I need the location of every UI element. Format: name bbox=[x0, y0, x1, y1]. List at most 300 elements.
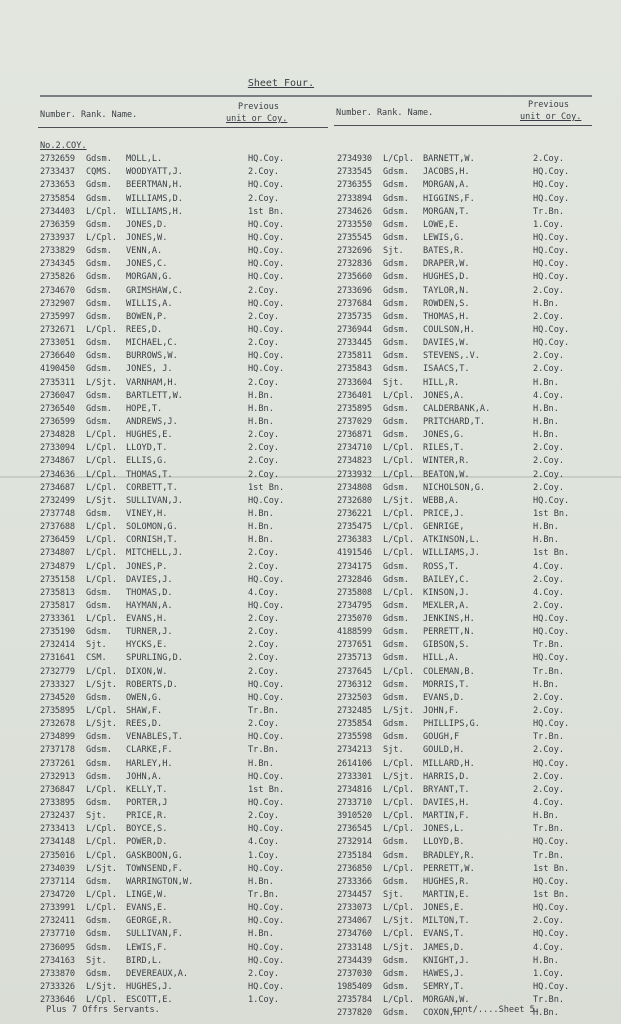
service-number: 2737710 bbox=[40, 929, 75, 940]
previous-unit: HQ.Coy. bbox=[248, 732, 285, 743]
rank: Gdsm. bbox=[383, 285, 409, 296]
rank: Gdsm. bbox=[383, 1008, 409, 1019]
soldier-name: LINGE,W. bbox=[126, 890, 168, 901]
rank: L/Cpl. bbox=[86, 522, 118, 533]
service-number: 2733710 bbox=[337, 798, 372, 809]
rank: L/Cpl. bbox=[383, 903, 415, 914]
rank: L/Cpl. bbox=[86, 232, 118, 243]
roster-row bbox=[40, 863, 330, 876]
service-number: 2733604 bbox=[337, 377, 372, 388]
roster-row bbox=[337, 902, 607, 915]
rank: Sjt. bbox=[86, 955, 107, 966]
sheet-title: Sheet Four. bbox=[247, 78, 315, 89]
service-number: 2732696 bbox=[337, 246, 372, 257]
previous-unit: H.Bn. bbox=[248, 758, 274, 769]
rank: L/Cpl. bbox=[86, 903, 118, 914]
rank: Gdsm. bbox=[86, 338, 112, 349]
soldier-name: ISAACS,T. bbox=[423, 364, 470, 375]
soldier-name: BRYANT,T. bbox=[423, 784, 470, 795]
roster-row bbox=[337, 836, 607, 849]
previous-unit: H.Bn. bbox=[248, 522, 274, 533]
service-number: 2733545 bbox=[337, 167, 372, 178]
service-number: 2734687 bbox=[40, 482, 75, 493]
soldier-name: THOMAS,H. bbox=[423, 311, 470, 322]
service-number: 2732414 bbox=[40, 640, 75, 651]
previous-unit: H.Bn. bbox=[533, 535, 559, 546]
footer-continuation: cont/....Sheet 5. bbox=[452, 1005, 540, 1015]
rank: L/Cpl. bbox=[383, 456, 415, 467]
soldier-name: JENKINS,H. bbox=[423, 614, 475, 625]
soldier-name: WEBB,A. bbox=[423, 495, 460, 506]
soldier-name: ROWDEN,S. bbox=[423, 298, 470, 309]
soldier-name: KNIGHT,J. bbox=[423, 955, 470, 966]
service-number: 2736401 bbox=[337, 390, 372, 401]
previous-unit: 2.Coy. bbox=[248, 193, 280, 204]
previous-unit: 2.Coy. bbox=[248, 548, 280, 559]
rank: Gdsm. bbox=[383, 180, 409, 191]
soldier-name: DRAPER,W. bbox=[423, 259, 470, 270]
soldier-name: COULSON,H. bbox=[423, 324, 475, 335]
rank: Gdsm. bbox=[383, 403, 409, 414]
roster-row bbox=[337, 731, 607, 744]
rank: Gdsm. bbox=[86, 403, 112, 414]
roster-row bbox=[337, 784, 607, 797]
previous-unit: 2.Coy. bbox=[533, 443, 565, 454]
service-number: 2734816 bbox=[337, 784, 372, 795]
previous-unit: 1st Bn. bbox=[533, 508, 570, 519]
roster-row bbox=[40, 666, 330, 679]
service-number: 2734828 bbox=[40, 430, 75, 441]
service-number: 2733937 bbox=[40, 232, 75, 243]
service-number: 2734720 bbox=[40, 890, 75, 901]
previous-unit: HQ.Coy. bbox=[533, 180, 570, 191]
service-number: 2734148 bbox=[40, 837, 75, 848]
roster-row bbox=[40, 889, 330, 902]
soldier-name: CALDERBANK,A. bbox=[423, 403, 491, 414]
rank: Sjt. bbox=[86, 640, 107, 651]
roster-row bbox=[337, 626, 607, 639]
soldier-name: GOUGH,F bbox=[423, 732, 460, 743]
service-number: 2736355 bbox=[337, 180, 372, 191]
rank: L/Cpl. bbox=[383, 758, 415, 769]
soldier-name: GASKBOON,G. bbox=[126, 850, 183, 861]
soldier-name: SEMRY,T. bbox=[423, 982, 465, 992]
soldier-name: MOLL,L. bbox=[126, 154, 163, 165]
soldier-name: COXON,H. bbox=[423, 1008, 465, 1019]
roster-row bbox=[337, 981, 607, 994]
rank: L/Cpl. bbox=[383, 666, 415, 677]
previous-unit: HQ.Coy. bbox=[533, 627, 570, 638]
roster-row bbox=[40, 718, 330, 731]
rank: L/Cpl. bbox=[86, 837, 118, 848]
previous-unit: HQ.Coy. bbox=[533, 272, 570, 283]
service-number: 2735713 bbox=[337, 653, 372, 664]
service-number: 2734520 bbox=[40, 692, 75, 703]
roster-row bbox=[40, 836, 330, 849]
roster-row bbox=[40, 928, 330, 941]
previous-unit: 4.Coy. bbox=[533, 798, 565, 809]
rank: Gdsm. bbox=[383, 206, 409, 217]
service-number: 2733696 bbox=[337, 285, 372, 296]
rank: L/Cpl. bbox=[383, 995, 415, 1006]
previous-unit: 1.Coy. bbox=[248, 995, 280, 1006]
roster-row bbox=[337, 350, 607, 363]
service-number: 2734823 bbox=[337, 456, 372, 467]
service-number: 2734175 bbox=[337, 561, 372, 572]
roster-row bbox=[40, 482, 330, 495]
roster-row bbox=[337, 271, 607, 284]
rank: Gdsm. bbox=[383, 955, 409, 966]
previous-unit: HQ.Coy. bbox=[533, 614, 570, 625]
rank: Gdsm. bbox=[86, 272, 112, 283]
previous-unit: H.Bn. bbox=[533, 1008, 559, 1019]
soldier-name: LOWE,E. bbox=[423, 219, 460, 230]
service-number: 2734807 bbox=[40, 548, 75, 559]
roster-row bbox=[40, 390, 330, 403]
roster-row bbox=[40, 416, 330, 429]
rank: Sjt. bbox=[383, 246, 404, 257]
rank: Gdsm. bbox=[86, 798, 112, 809]
service-number: 1985409 bbox=[337, 982, 372, 992]
roster-row bbox=[337, 771, 607, 784]
rank: Gdsm. bbox=[86, 180, 112, 191]
service-number: 4188599 bbox=[337, 627, 372, 638]
service-number: 2733326 bbox=[40, 982, 75, 992]
soldier-name: JOHN,F. bbox=[423, 706, 460, 717]
previous-unit: H.Bn. bbox=[248, 390, 274, 401]
roster-row bbox=[40, 311, 330, 324]
soldier-name: HARLEY,H. bbox=[126, 758, 173, 769]
rank: Gdsm. bbox=[86, 351, 112, 362]
roster-row bbox=[337, 942, 607, 955]
service-number: 2733932 bbox=[337, 469, 372, 480]
service-number: 2734039 bbox=[40, 863, 75, 874]
previous-unit: HQ.Coy. bbox=[533, 653, 570, 664]
rank: L/Cpl. bbox=[383, 784, 415, 795]
soldier-name: LLOYD,B. bbox=[423, 837, 465, 848]
rank: L/Cpl. bbox=[383, 811, 415, 822]
rank: Gdsm. bbox=[383, 324, 409, 335]
roster-row bbox=[337, 810, 607, 823]
previous-unit: 2.Coy. bbox=[248, 561, 280, 572]
previous-unit: H.Bn. bbox=[248, 876, 274, 887]
service-number: 2732914 bbox=[337, 837, 372, 848]
service-number: 2736221 bbox=[337, 508, 372, 519]
previous-unit: 2.Coy. bbox=[533, 692, 565, 703]
soldier-name: MORGAN,W. bbox=[423, 995, 470, 1006]
roster-row bbox=[40, 758, 330, 771]
roster-row bbox=[337, 403, 607, 416]
previous-unit: HQ.Coy. bbox=[248, 232, 285, 243]
rank: Gdsm. bbox=[383, 364, 409, 375]
service-number: 2735854 bbox=[40, 193, 75, 204]
service-number: 4191546 bbox=[337, 548, 372, 559]
soldier-name: VINEY,H. bbox=[126, 508, 168, 519]
rank: Sjt. bbox=[383, 745, 404, 756]
soldier-name: SULLIVAN,J. bbox=[126, 495, 183, 506]
soldier-name: WARRINGTON,W. bbox=[126, 876, 194, 887]
service-number: 2732779 bbox=[40, 666, 75, 677]
company-heading: No.2.COY. bbox=[40, 141, 87, 151]
soldier-name: DAVIES,H. bbox=[423, 798, 470, 809]
rank: L/Cpl. bbox=[383, 469, 415, 480]
roster-row bbox=[40, 652, 330, 665]
previous-unit: 2.Coy. bbox=[533, 311, 565, 322]
service-number: 2732846 bbox=[337, 574, 372, 585]
service-number: 2732411 bbox=[40, 916, 75, 927]
soldier-name: LEWIS,F. bbox=[126, 942, 168, 953]
rank: Gdsm. bbox=[383, 167, 409, 178]
roster-row bbox=[337, 166, 607, 179]
roster-row bbox=[40, 285, 330, 298]
service-number: 2733829 bbox=[40, 246, 75, 257]
service-number: 2734457 bbox=[337, 890, 372, 901]
rank: Gdsm. bbox=[383, 627, 409, 638]
service-number: 2733051 bbox=[40, 338, 75, 349]
roster-row bbox=[40, 469, 330, 482]
soldier-name: PERRETT,N. bbox=[423, 627, 475, 638]
soldier-name: JACOBS,H. bbox=[423, 167, 470, 178]
service-number: 2736459 bbox=[40, 535, 75, 546]
previous-unit: 2.Coy. bbox=[248, 469, 280, 480]
rank: Gdsm. bbox=[383, 600, 409, 611]
soldier-name: OWEN,G. bbox=[126, 692, 163, 703]
previous-unit: 1.Coy. bbox=[533, 219, 565, 230]
service-number: 2733301 bbox=[337, 771, 372, 782]
rank: L/Cpl. bbox=[86, 443, 118, 454]
service-number: 2734795 bbox=[337, 600, 372, 611]
previous-unit: HQ.Coy. bbox=[248, 955, 285, 966]
roster-row bbox=[337, 495, 607, 508]
service-number: 2733870 bbox=[40, 968, 75, 979]
service-number: 2732913 bbox=[40, 771, 75, 782]
soldier-name: VENN,A. bbox=[126, 246, 163, 257]
roster-row bbox=[40, 377, 330, 390]
soldier-name: LEWIS,G. bbox=[423, 232, 465, 243]
rank: Gdsm. bbox=[383, 982, 409, 992]
service-number: 2737030 bbox=[337, 968, 372, 979]
soldier-name: HAYMAN,A. bbox=[126, 600, 173, 611]
soldier-name: STEVENS,.V. bbox=[423, 351, 480, 362]
roster-row bbox=[337, 245, 607, 258]
soldier-name: CORBETT,T. bbox=[126, 482, 178, 493]
rank: L/Cpl. bbox=[383, 508, 415, 519]
soldier-name: REES,D. bbox=[126, 719, 163, 730]
previous-unit: HQ.Coy. bbox=[248, 600, 285, 611]
previous-unit: Tr.Bn. bbox=[533, 206, 565, 217]
roster-row bbox=[337, 561, 607, 574]
roster-row bbox=[337, 758, 607, 771]
service-number: 2737261 bbox=[40, 758, 75, 769]
previous-unit: HQ.Coy. bbox=[533, 338, 570, 349]
previous-unit: HQ.Coy. bbox=[533, 982, 570, 992]
right-column bbox=[337, 140, 607, 1020]
rank: L/Cpl. bbox=[86, 784, 118, 795]
rank: Gdsm. bbox=[86, 876, 112, 887]
soldier-name: VARNHAM,H. bbox=[126, 377, 178, 388]
rank: Sjt. bbox=[86, 811, 107, 822]
rank: Gdsm. bbox=[383, 837, 409, 848]
roster-row bbox=[40, 206, 330, 219]
rank: L/Cpl. bbox=[86, 535, 118, 546]
soldier-name: KINSON,J. bbox=[423, 587, 470, 598]
soldier-name: NICHOLSON,G. bbox=[423, 482, 486, 493]
roster-row bbox=[40, 219, 330, 232]
roster-row bbox=[337, 876, 607, 889]
previous-unit: HQ.Coy. bbox=[533, 495, 570, 506]
soldier-name: HUGHES,R. bbox=[423, 876, 470, 887]
previous-unit: HQ.Coy. bbox=[248, 916, 285, 927]
roster-row bbox=[337, 666, 607, 679]
roster-row bbox=[40, 902, 330, 915]
previous-unit: HQ.Coy. bbox=[248, 180, 285, 191]
roster-row bbox=[337, 797, 607, 810]
rank: Gdsm. bbox=[86, 692, 112, 703]
soldier-name: BRADLEY,R. bbox=[423, 850, 475, 861]
service-number: 2733327 bbox=[40, 679, 75, 690]
soldier-name: BEERTMAN,H. bbox=[126, 180, 183, 191]
rank: Gdsm. bbox=[383, 968, 409, 979]
rank: Gdsm. bbox=[383, 272, 409, 283]
service-number: 2735475 bbox=[337, 522, 372, 533]
roster-row bbox=[40, 324, 330, 337]
previous-unit: HQ.Coy. bbox=[248, 246, 285, 257]
soldier-name: MARTIN,E. bbox=[423, 890, 470, 901]
previous-unit: Tr.Bn. bbox=[248, 706, 280, 717]
service-number: 2737688 bbox=[40, 522, 75, 533]
rank: Gdsm. bbox=[383, 219, 409, 230]
soldier-name: MORGAN,T. bbox=[423, 206, 470, 217]
soldier-name: WINTER,R. bbox=[423, 456, 470, 467]
previous-unit: HQ.Coy. bbox=[533, 837, 570, 848]
service-number: 2732485 bbox=[337, 706, 372, 717]
rank: CQMS. bbox=[86, 167, 112, 178]
previous-unit: 2.Coy. bbox=[248, 338, 280, 349]
roster-row bbox=[337, 915, 607, 928]
rank: Gdsm. bbox=[383, 574, 409, 585]
left-roster-list bbox=[40, 153, 330, 1007]
previous-unit: Tr.Bn. bbox=[533, 640, 565, 651]
roster-row bbox=[337, 850, 607, 863]
right-header-unit-or-coy: unit or Coy. bbox=[520, 112, 582, 122]
rank: Gdsm. bbox=[86, 259, 112, 270]
previous-unit: H.Bn. bbox=[533, 416, 559, 427]
soldier-name: ROSS,T. bbox=[423, 561, 460, 572]
soldier-name: TAYLOR,N. bbox=[423, 285, 470, 296]
roster-row bbox=[40, 968, 330, 981]
previous-unit: 1st Bn. bbox=[533, 863, 570, 874]
service-number: 2737820 bbox=[337, 1008, 372, 1019]
rank: L/Cpl. bbox=[383, 798, 415, 809]
service-number: 2736047 bbox=[40, 390, 75, 401]
rank: L/Sjt. bbox=[86, 719, 118, 730]
service-number: 2733895 bbox=[40, 798, 75, 809]
service-number: 2735598 bbox=[337, 732, 372, 743]
rank: L/Cpl. bbox=[86, 614, 118, 625]
rank: L/Sjt. bbox=[383, 706, 415, 717]
rank: Gdsm. bbox=[383, 653, 409, 664]
service-number: 2734213 bbox=[337, 745, 372, 756]
rank: Gdsm. bbox=[86, 311, 112, 322]
roster-row bbox=[40, 245, 330, 258]
roster-row bbox=[337, 390, 607, 403]
service-number: 2735826 bbox=[40, 272, 75, 283]
soldier-name: HYCKS,E. bbox=[126, 640, 168, 651]
service-number: 2736383 bbox=[337, 535, 372, 546]
service-number: 2735808 bbox=[337, 587, 372, 598]
roster-row bbox=[337, 928, 607, 941]
rank: Gdsm. bbox=[86, 285, 112, 296]
soldier-name: HAWES,J. bbox=[423, 968, 465, 979]
rank: Gdsm. bbox=[86, 219, 112, 230]
rank: L/Cpl. bbox=[86, 706, 118, 717]
previous-unit: 2.Coy. bbox=[248, 377, 280, 388]
roster-row bbox=[337, 258, 607, 271]
previous-unit: HQ.Coy. bbox=[248, 364, 285, 375]
previous-unit: H.Bn. bbox=[533, 377, 559, 388]
soldier-name: BARNETT,W. bbox=[423, 154, 475, 165]
soldier-name: HOPE,T. bbox=[126, 403, 163, 414]
service-number: 2734899 bbox=[40, 732, 75, 743]
roster-row bbox=[337, 534, 607, 547]
previous-unit: H.Bn. bbox=[533, 522, 559, 533]
service-number: 2733094 bbox=[40, 443, 75, 454]
service-number: 2735311 bbox=[40, 377, 75, 388]
roster-row bbox=[337, 574, 607, 587]
service-number: 2736871 bbox=[337, 430, 372, 441]
rank: L/Cpl. bbox=[86, 548, 118, 559]
previous-unit: HQ.Coy. bbox=[248, 351, 285, 362]
service-number: 2734439 bbox=[337, 955, 372, 966]
roster-row bbox=[40, 574, 330, 587]
rank: Gdsm. bbox=[86, 916, 112, 927]
roster-row bbox=[40, 429, 330, 442]
roster-row bbox=[40, 810, 330, 823]
previous-unit: 2.Coy. bbox=[248, 443, 280, 454]
rank: Gdsm. bbox=[383, 850, 409, 861]
roster-row bbox=[337, 968, 607, 981]
service-number: 2733437 bbox=[40, 167, 75, 178]
rank: Gdsm. bbox=[383, 719, 409, 730]
service-number: 2733653 bbox=[40, 180, 75, 191]
soldier-name: MITCHELL,J. bbox=[126, 548, 183, 559]
service-number: 2735895 bbox=[40, 706, 75, 717]
soldier-name: JONES,E. bbox=[423, 903, 465, 914]
roster-row bbox=[40, 613, 330, 626]
rank: Gdsm. bbox=[383, 338, 409, 349]
roster-row bbox=[337, 219, 607, 232]
previous-unit: HQ.Coy. bbox=[533, 259, 570, 270]
roster-row bbox=[40, 363, 330, 376]
service-number: 2735854 bbox=[337, 719, 372, 730]
previous-unit: 2.Coy. bbox=[248, 430, 280, 441]
previous-unit: HQ.Coy. bbox=[248, 771, 285, 782]
soldier-name: ESCOTT,E. bbox=[126, 995, 173, 1006]
previous-unit: H.Bn. bbox=[248, 929, 274, 940]
rank: Gdsm. bbox=[383, 640, 409, 651]
previous-unit: HQ.Coy. bbox=[248, 272, 285, 283]
soldier-name: MORGAN,A. bbox=[423, 180, 470, 191]
rank: L/Cpl. bbox=[86, 574, 118, 585]
service-number: 2733148 bbox=[337, 942, 372, 953]
rank: Gdsm. bbox=[383, 193, 409, 204]
rank: L/Sjt. bbox=[383, 771, 415, 782]
previous-unit: 2.Coy. bbox=[533, 456, 565, 467]
service-number: 2732907 bbox=[40, 298, 75, 309]
previous-unit: 1st Bn. bbox=[248, 206, 285, 217]
roster-row bbox=[40, 876, 330, 889]
previous-unit: H.Bn. bbox=[533, 403, 559, 414]
